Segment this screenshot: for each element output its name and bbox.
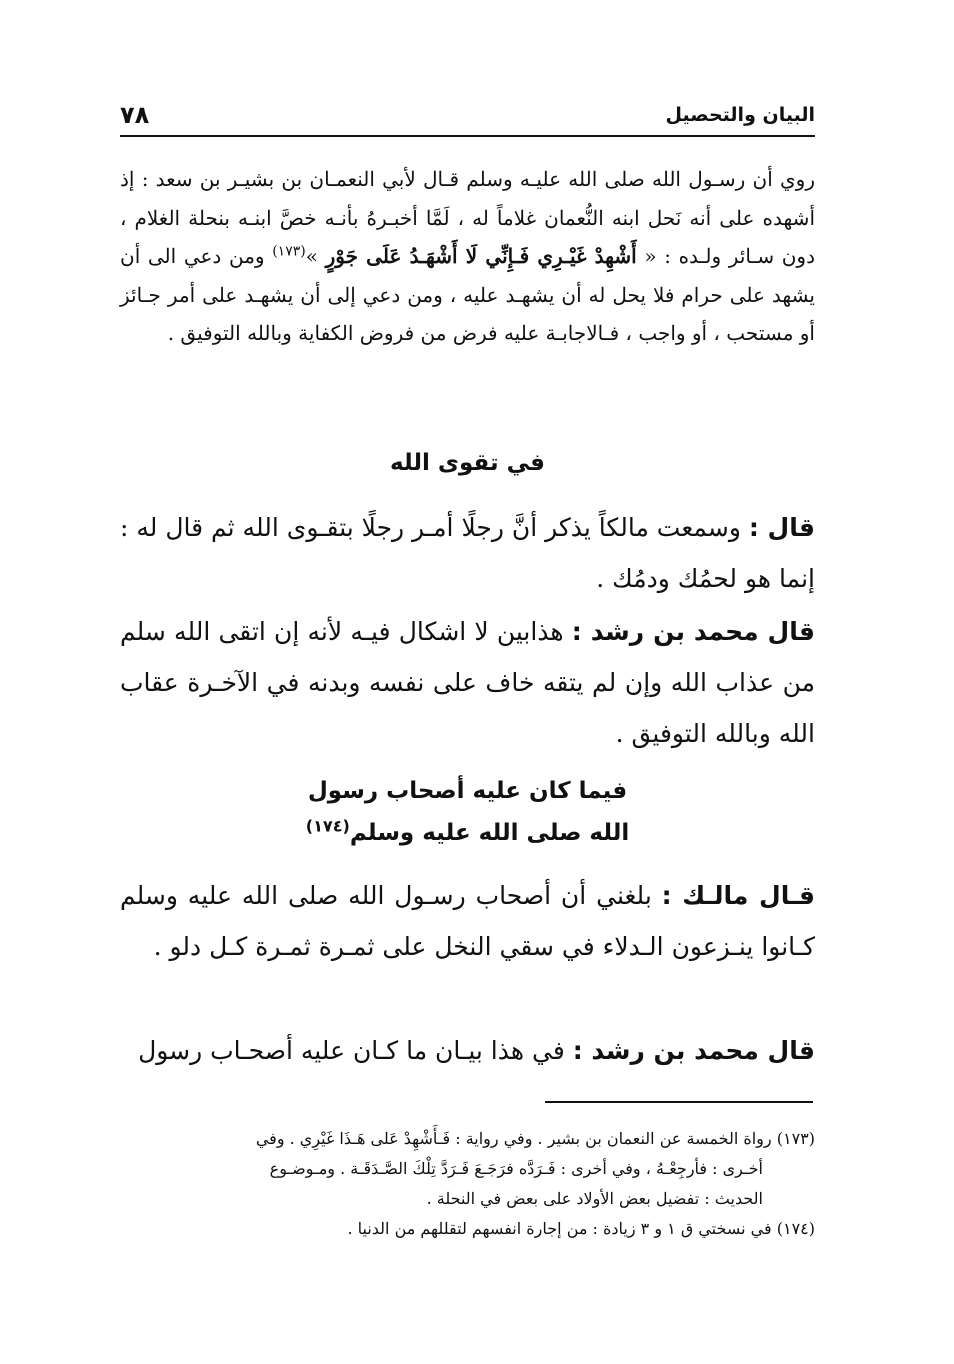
heading-line-2-text: الله صلى الله عليه وسلم: [349, 820, 630, 846]
footnote-text: رواة الخمسة عن النعمان بن بشير . وفي رواية : فَـأَشْهِدْ عَلى هَـذَا غَيْرِي . وفي: [255, 1129, 777, 1148]
footnote-text: أخـرى : فأرجِعْـهُ ، وفي أخرى : فَـرَدَّه فرَجَـعَ فَـرَدَّ تِلْكَ الصَّـدَقَـة . ومـوضـوع: [269, 1159, 763, 1178]
section-1-paragraph-2: [120, 606, 815, 759]
paragraph-text: هذابين لا اشكال فيـه لأنه إن اتقى الله سلم من عذاب الله وإن لم يتقه خاف على نفسه وبدنه في الآخـرة عقاب الله وبالله التوفيق .: [120, 617, 815, 748]
speaker-label: قال محمد بن رشد :: [571, 617, 815, 646]
footnote-text: الحديث : تفضيل بعض الأولاد على بعض في النحلة .: [426, 1189, 763, 1208]
intro-paragraph: [120, 160, 815, 353]
footnote-173-continuation: [120, 1154, 815, 1184]
running-title: البيان والتحصيل: [665, 104, 815, 126]
footnote-text: في نسختي ق ١ و ٣ زيادة : من إجارة انفسهم لتقللهم من الدنيا .: [347, 1219, 777, 1238]
footnote-173: [120, 1124, 815, 1154]
footnote-ref-174: (١٧٤): [305, 816, 350, 836]
paragraph-text: وسمعت مالكاً يذكر أنَّ رجلًا أمـر رجلًا بتقـوى الله ثم قال له : إنما هو لحمُك ودمُك .: [120, 513, 815, 593]
paragraph-text: بلغني أن أصحاب رسـول الله صلى الله عليه وسلم كـانوا ينـزعون الـدلاء في سقي النخل على ثمـرة ثمـرة كـل دلو .: [120, 881, 815, 961]
heading-line-1: فيما كان عليه أصحاب رسول: [307, 778, 628, 804]
footnote-173-continuation: [120, 1184, 815, 1214]
footnote-ref-173: (١٧٣): [272, 243, 306, 260]
page-header: [120, 95, 815, 137]
section-heading-taqwa: في تقوى الله: [390, 450, 545, 476]
intro-text-3: ومن دعي الى أن يشهد على حرام فلا يحل له أن يشهـد عليه ، ومن دعي إلى أن يشهـد على أمر جـائز أو مستحب ، أو واجب ، فـالاجابـة عليه فرض من فروض الكفاية وبالله التوفيق .: [120, 244, 815, 345]
section-1-paragraph-1: [120, 502, 815, 604]
section-heading-companions: [120, 770, 815, 854]
footnote-number: (١٧٤): [776, 1219, 815, 1238]
speaker-label: قال محمد بن رشد :: [572, 1036, 815, 1065]
section-2-paragraph-1: [120, 870, 815, 972]
heading-line-2: [120, 812, 815, 854]
footnote-174: [120, 1214, 815, 1244]
hadith-quote: أَشْهِدْ غَيْـرِي فَـإِنِّي لَا أَشْهَـدُ عَلَى جَوْرٍ: [325, 244, 637, 268]
intro-text-2: »: [305, 244, 326, 268]
paragraph-text: في هذا بيـان ما كـان عليه أصحـاب رسول: [138, 1036, 573, 1065]
section-2-paragraph-2: [120, 1025, 815, 1076]
page-number: ٧٨: [120, 101, 150, 129]
speaker-label: قـال مالـك :: [661, 881, 815, 910]
intro-text-1: روي أن رسـول الله صلى الله عليـه وسلم قـال لأبي النعمـان بن بشيـر بن سعد : إذ أشهده على أنه نَحل ابنه النُّعمان غلاماً له ، لَمَّا أخبـرهُ بأنـه خصَّ ابنـه بنحلة الغلام ، دون سـائر ولـده : «: [120, 167, 815, 268]
footnote-separator: [545, 1101, 813, 1103]
footnotes: [120, 1124, 815, 1244]
footnote-number: (١٧٣): [776, 1129, 815, 1148]
speaker-label: قال :: [748, 513, 815, 542]
